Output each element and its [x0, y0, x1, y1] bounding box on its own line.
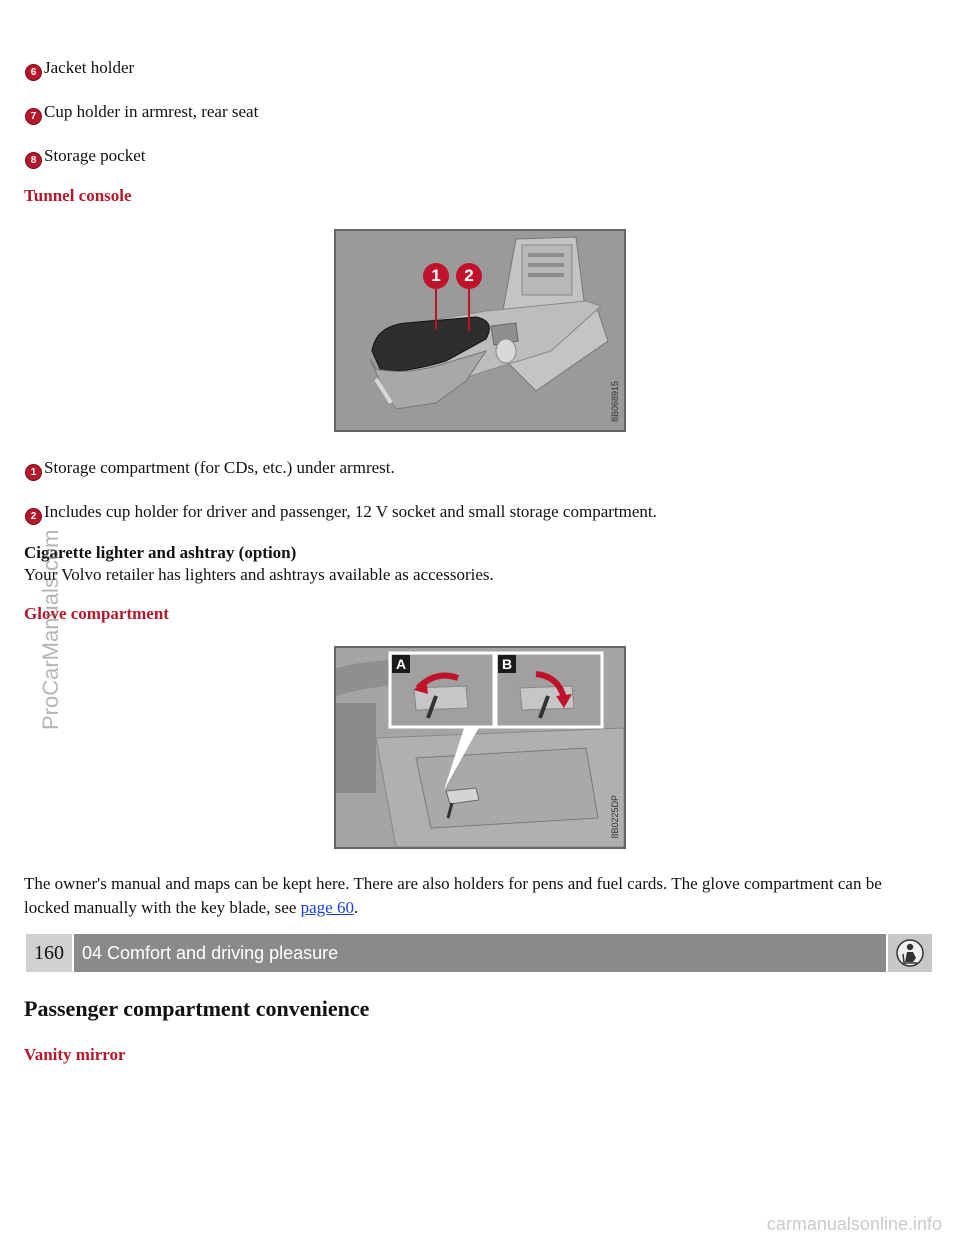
glove-text-body: The owner's manual and maps can be kept here. There are also holders for pens and fuel cards. The glove compartment can be locked manually with the key blade, see: [24, 874, 882, 917]
chapter-footer-bar: [26, 934, 932, 972]
figure-callout-2: 2: [456, 263, 482, 289]
section-heading-cigarette-lighter: Cigarette lighter and ashtray (option): [24, 543, 297, 562]
item-number-badge: 7: [26, 109, 41, 124]
figure-label-b: B: [502, 656, 513, 672]
item-number-badge: 8: [26, 153, 41, 168]
figure-callout-1: 1: [423, 263, 449, 289]
page-title-passenger-compartment: Passenger compartment convenience: [24, 996, 370, 1021]
side-watermark: [6, 480, 63, 740]
glove-compartment-figure: [334, 646, 626, 849]
list-item-cup-holder-rear: [26, 96, 258, 122]
item-text: Includes cup holder for driver and passenger, 12 V socket and small storage compartment.: [44, 502, 657, 521]
item-text: Jacket holder: [44, 58, 135, 77]
chapter-title: 04 Comfort and driving pleasure: [82, 942, 339, 963]
section-heading-tunnel-console: Tunnel console: [24, 186, 132, 205]
item-number-badge: 6: [26, 65, 41, 80]
item-number-badge: 1: [26, 465, 41, 480]
tunnel-console-illustration: [336, 231, 624, 430]
seat-person-icon: [886, 934, 932, 972]
glove-compartment-text: [24, 872, 924, 920]
bottom-watermark: carmanualsonline.info: [766, 1214, 942, 1234]
figure-code: 8B0225DP: [610, 795, 620, 839]
item-text: Cup holder in armrest, rear seat: [44, 102, 259, 121]
tunnel-console-figure: [334, 229, 626, 432]
section-heading-vanity-mirror: Vanity mirror: [24, 1045, 126, 1064]
cigarette-text: Your Volvo retailer has lighters and ashtrays available as accessories.: [24, 565, 494, 584]
side-watermark-text: ProCarManuals.com: [38, 529, 63, 730]
figure-label-a: A: [396, 656, 407, 672]
item-number-badge: 2: [26, 509, 41, 524]
list-item-cup-holder-front: [26, 496, 657, 522]
list-item-storage-compartment: [26, 452, 395, 478]
glove-compartment-illustration: [336, 648, 624, 847]
page-60-link[interactable]: page 60: [300, 898, 354, 917]
section-heading-glove-compartment: Glove compartment: [24, 604, 169, 623]
figure-code: 8B068915: [610, 380, 620, 422]
list-item-jacket-holder: [26, 52, 134, 78]
item-text: Storage pocket: [44, 146, 146, 165]
page-number: 160: [26, 934, 74, 972]
glove-text-end: .: [353, 898, 359, 917]
item-text: Storage compartment (for CDs, etc.) under armrest.: [44, 458, 395, 477]
list-item-storage-pocket: [26, 140, 146, 166]
